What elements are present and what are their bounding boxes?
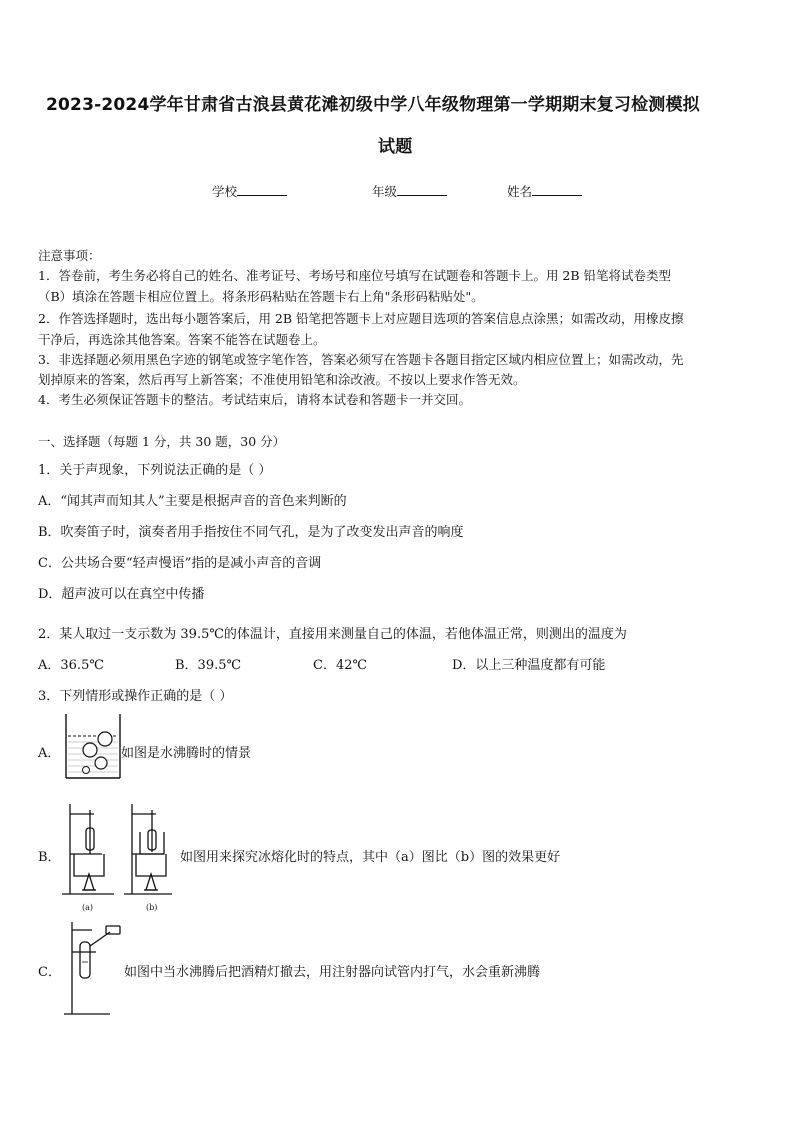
page-title-line1: 2023-2024学年甘肃省古浪县黄花滩初级中学八年级物理第一学期期末复习检测模拟 [46,95,700,115]
question-3-stem: 3．下列情形或操作正确的是（ ） [38,689,233,704]
notice-line: 划掉原来的答案，然后再写上新答案；不准使用铅笔和涂改液。不按以上要求作答无效。 [38,372,526,387]
syringe-boiling-apparatus-figure [62,918,124,1018]
section-heading: 一、选择题（每题 1 分，共 30 题，30 分） [38,434,286,449]
question-1-option-c: C．公共场合要“轻声慢语”指的是减小声音的音调 [38,556,322,571]
ice-melting-apparatus-figure [60,796,175,916]
notice-line: 干净后，再选涂其他答案。答案不能答在试题卷上。 [38,332,326,347]
question-1-option-b: B．吹奏笛子时，演奏者用手指按住不同气孔，是为了改变发出声音的响度 [38,525,464,540]
question-2-stem: 2．某人取过一支示数为 39.5℃的体温计，直接用来测量自己的体温，若他体温正常，则测出的温度为 [38,627,627,642]
question-3-option-c-text: 如图中当水沸腾后把酒精灯撤去，用注射器向试管内打气，水会重新沸腾 [124,965,541,980]
notice-line: 4．考生必须保证答题卡的整洁。考试结束后，请将本试卷和答题卡一并交回。 [38,392,471,407]
notice-line: 3．非选择题必须用黑色字迹的钢笔或签字笔作答，答案必须写在答题卡各题目指定区域内相应位置上；如需改动，先 [38,352,684,367]
question-3-option-a-label: A． [38,746,61,761]
grade-blank [397,182,447,196]
question-1-stem: 1．关于声现象，下列说法正确的是（ ） [38,463,272,478]
question-3-option-c-label: C． [38,965,61,980]
notice-line: 2．作答选择题时，选出每小题答案后，用 2B 铅笔把答题卡上对应题目选项的答案信息点涂黑；如需改动，用橡皮擦 [38,311,684,326]
question-1-option-d: D．超声波可以在真空中传播 [38,587,205,602]
question-3-option-b-text: 如图用来探究冰熔化时的特点，其中（a）图比（b）图的效果更好 [180,850,561,865]
question-3-option-b-label: B． [38,850,61,865]
notice-line: 1．答卷前，考生务必将自己的姓名、准考证号、考场号和座位号填写在试题卷和答题卡上。用 2B 铅笔将试卷类型 [38,268,672,283]
name-blank [532,182,582,196]
school-field [212,182,287,200]
figure-label-a: (a) [82,903,94,912]
question-2-option-d: D．以上三种温度都有可能 [452,658,606,673]
grade-field [372,182,447,200]
school-label: 学校 [212,184,238,199]
school-blank [237,182,287,196]
notice-line: （B）填涂在答题卡相应位置上。将条形码粘贴在答题卡右上角"条形码粘贴处"。 [38,289,484,304]
figure-label-b: (b) [146,903,158,912]
notice-heading: 注意事项： [38,248,101,263]
question-2-option-a: A．36.5℃ [38,658,104,673]
question-2-option-b: B．39.5℃ [175,658,242,673]
question-1-option-a: A．“闻其声而知其人”主要是根据声音的音色来判断的 [38,494,347,509]
name-label: 姓名 [507,184,533,199]
question-3-option-a-text: 如图是水沸腾时的情景 [121,746,252,761]
page-title-line2: 试题 [378,137,413,157]
grade-label: 年级 [372,184,398,199]
boiling-beaker-figure [62,712,124,782]
name-field [507,182,582,200]
question-2-option-c: C．42℃ [313,658,368,673]
